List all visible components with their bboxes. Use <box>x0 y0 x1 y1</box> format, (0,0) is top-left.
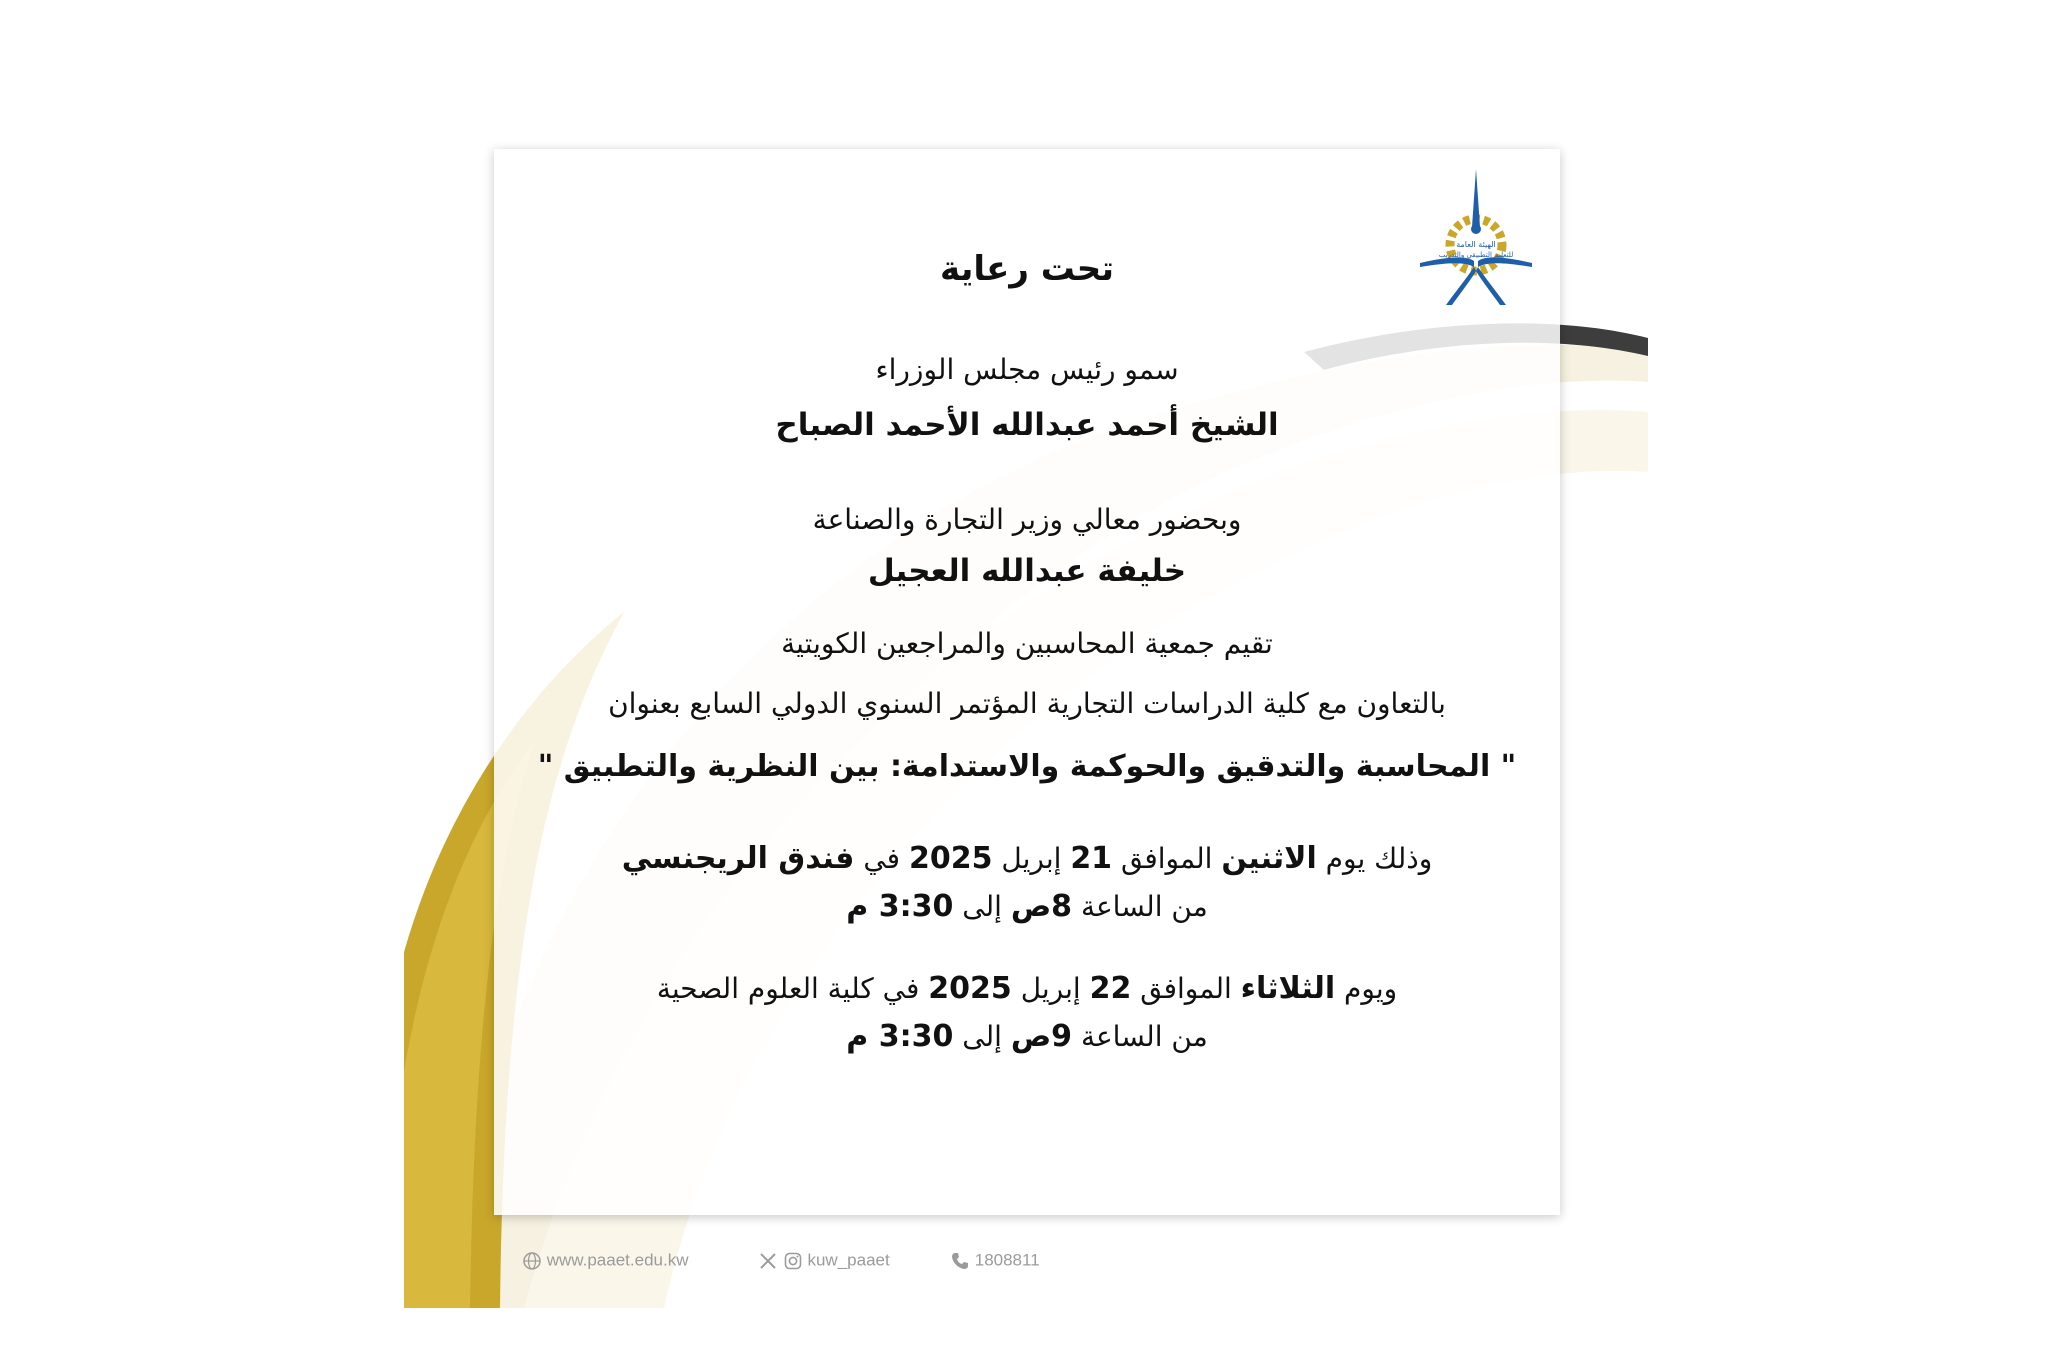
day1-time <box>494 889 1560 924</box>
day1-time-start: 8ص <box>1010 889 1073 924</box>
day1-prefix: وذلك يوم <box>1325 842 1433 875</box>
day2-time <box>494 1019 1560 1054</box>
day1-in: في <box>863 842 901 875</box>
day1-time-prefix: من الساعة <box>1080 890 1208 923</box>
day2-mid: الموافق <box>1140 972 1232 1005</box>
attendance-name: خليفة عبدالله العجيل <box>867 553 1187 589</box>
footer-social[interactable] <box>758 1250 890 1280</box>
day1-venue: فندق الريجنسي <box>621 841 855 876</box>
cooperation-line: بالتعاون مع كلية الدراسات التجارية المؤتمر السنوي الدولي السابع بعنوان <box>608 687 1446 720</box>
day2-time-start: 9ص <box>1010 1019 1073 1054</box>
instagram-icon <box>783 1251 803 1271</box>
x-icon <box>758 1251 778 1271</box>
day1-time-end: 3:30 م <box>846 889 954 924</box>
patron-name: الشيخ أحمد عبدالله الأحمد الصباح <box>775 407 1279 443</box>
globe-icon <box>522 1251 542 1271</box>
day2-in: في <box>882 972 920 1005</box>
day2-month: إبريل <box>1020 972 1081 1005</box>
patron-title: سمو رئيس مجلس الوزراء <box>875 353 1179 386</box>
conference-title: " المحاسبة والتدقيق والحوكمة والاستدامة: بين النظرية والتطبيق " <box>537 749 1517 784</box>
phone-text: 1808811 <box>974 1250 1040 1270</box>
day1-month: إبريل <box>1001 842 1062 875</box>
day2-day: الثلاثاء <box>1240 971 1336 1006</box>
logo-line1: الهيئة العامة <box>1456 240 1496 249</box>
day1-line <box>494 841 1560 876</box>
footer-website[interactable] <box>522 1250 688 1280</box>
day1-mid: الموافق <box>1120 842 1213 875</box>
footer-phone[interactable] <box>950 1250 1040 1280</box>
day2-to: إلى <box>962 1020 1002 1053</box>
host-line: تقيم جمعية المحاسبين والمراجعين الكويتية <box>781 627 1273 660</box>
invitation-card <box>494 149 1560 1215</box>
day2-date: 22 <box>1089 971 1132 1006</box>
day1-to: إلى <box>962 890 1002 923</box>
day2-time-end: 3:30 م <box>846 1019 954 1054</box>
logo-line2: للتعليم التطبيقي والتدريب <box>1438 251 1514 259</box>
social-text: kuw_paaet <box>807 1250 890 1270</box>
day2-line <box>494 971 1560 1006</box>
day2-year: 2025 <box>928 971 1012 1006</box>
day1-date: 21 <box>1070 841 1113 876</box>
website-text: www.paaet.edu.kw <box>546 1250 689 1270</box>
day1-day: الاثنين <box>1221 841 1317 876</box>
day2-prefix: ويوم <box>1344 972 1398 1005</box>
attendance-title: وبحضور معالي وزير التجارة والصناعة <box>812 503 1242 536</box>
day1-year: 2025 <box>908 841 993 876</box>
heading: تحت رعاية <box>939 249 1115 289</box>
invitation-poster <box>404 52 1648 1308</box>
day2-venue: كلية العلوم الصحية <box>656 972 874 1005</box>
phone-icon <box>950 1251 970 1271</box>
day2-time-prefix: من الساعة <box>1080 1020 1208 1053</box>
